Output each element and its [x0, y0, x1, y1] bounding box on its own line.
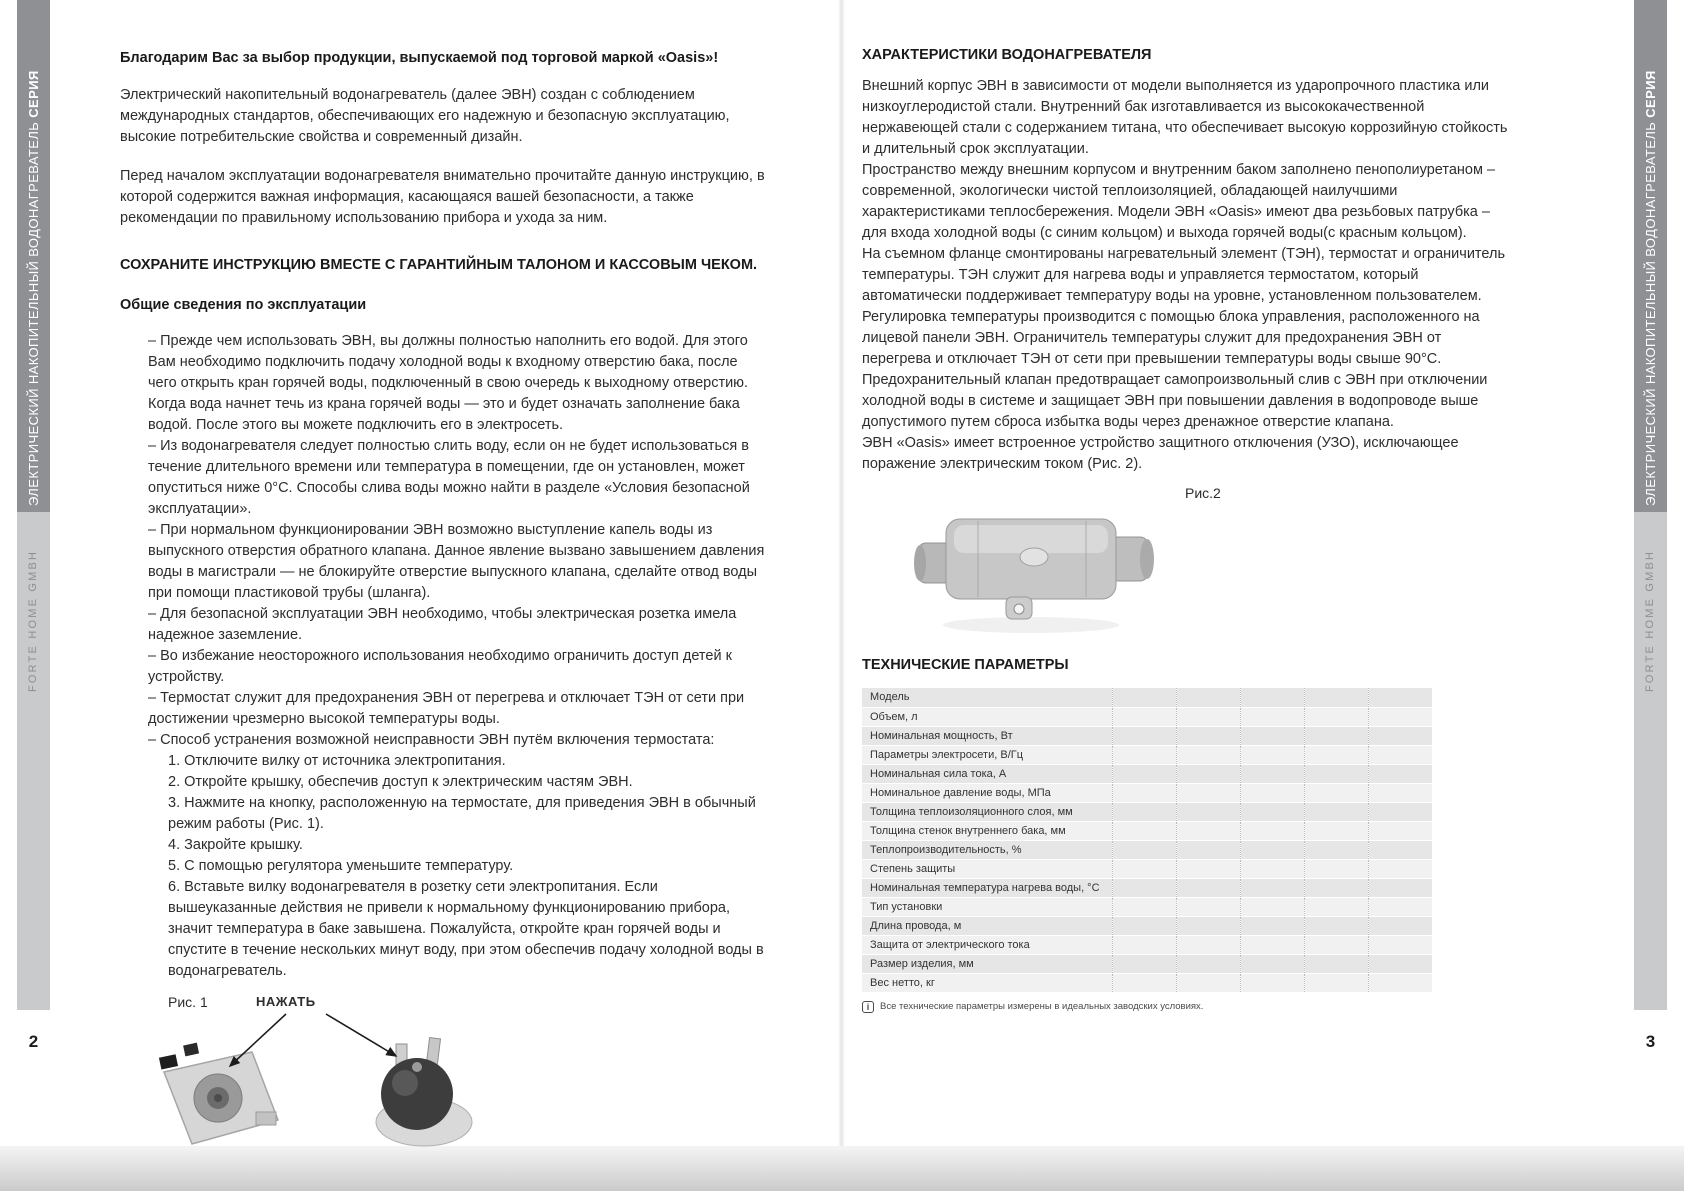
step-item: 5. С помощью регулятора уменьшите температуру. [168, 858, 514, 874]
value-cell [1240, 745, 1304, 764]
param-label: Объем, л [862, 707, 1112, 726]
list-item: – Для безопасной эксплуатации ЭВН необходимо, чтобы электрическая розетка имела надежное заземление. [148, 606, 737, 643]
value-cell [1304, 783, 1368, 802]
value-cell [1112, 802, 1176, 821]
value-cell [1112, 954, 1176, 973]
value-cell [1112, 973, 1176, 992]
fig2-rcd-device-photo [906, 495, 1166, 645]
table-row [862, 859, 1432, 878]
table-row [862, 897, 1432, 916]
value-cell [1240, 878, 1304, 897]
general-info-heading: Общие сведения по эксплуатации [120, 297, 367, 313]
value-cell [1176, 707, 1240, 726]
value-cell [1368, 859, 1432, 878]
value-cell [1304, 878, 1368, 897]
footnote-text: Все технические параметры измерены в идеальных заводских условиях. [880, 1001, 1204, 1012]
param-label: Длина провода, м [862, 916, 1112, 935]
value-cell [1176, 726, 1240, 745]
value-cell [1112, 745, 1176, 764]
fig1-thermostat-photo [134, 994, 614, 1164]
value-cell [1240, 821, 1304, 840]
value-cell [1304, 745, 1368, 764]
value-cell [1176, 897, 1240, 916]
value-cell [1176, 916, 1240, 935]
table-row [862, 954, 1432, 973]
list-item: – Прежде чем использовать ЭВН, вы должны полностью наполнить его водой. Для этого Вам необходимо подключить подачу холодной воды к входному отверстию бака, после чего открыть кран горячей воды, подключенный в свою очередь к выходному отверстию. Когда вода начнет течь из крана горячей воды — это и будет означать заполнение бака водой. После этого вы можете подключить его в электросеть. [148, 333, 749, 433]
left-edge-strip [17, 0, 50, 1191]
list-item: – При нормальном функционировании ЭВН возможно выступление капель воды из выпускного отверстия обратного клапана. Данное явление вызвано завышением давления воды в магистрали — не блокируйте отверстие выпускного клапана, сделайте отвод воды при помощи пластиковой трубы (шланга). [148, 522, 765, 601]
value-cell [1368, 707, 1432, 726]
save-instruction-heading: СОХРАНИТЕ ИНСТРУКЦИЮ ВМЕСТЕ С ГАРАНТИЙНЫМ ТАЛОНОМ И КАССОВЫМ ЧЕКОМ. [120, 257, 758, 273]
series-vertical-label [26, 70, 41, 506]
series-label-bold: СЕРИЯ [1643, 70, 1658, 122]
param-label: Степень защиты [862, 859, 1112, 878]
param-label: Размер изделия, мм [862, 954, 1112, 973]
step-item: 6. Вставьте вилку водонагревателя в розетку сети электропитания. Если вышеуказанные действия не привели к нормальному функционированию прибора, значит температура в баке завышена. Пожалуйста, откройте кран горячей воды и спустите в течение нескольких минут воду, при этом обеспечив подачу холодной воды в водонагреватель. [168, 879, 764, 979]
table-row [862, 783, 1432, 802]
step-item: 2. Откройте крышку, обеспечив доступ к электрическим частям ЭВН. [168, 774, 633, 790]
param-label: Толщина теплоизоляционного слоя, мм [862, 802, 1112, 821]
table-footnote [862, 1001, 1514, 1013]
value-cell [1240, 916, 1304, 935]
value-cell [1304, 935, 1368, 954]
table-row [862, 821, 1432, 840]
figure-1-label: Рис. 1 [168, 994, 208, 1010]
table-row [862, 764, 1432, 783]
value-cell [1176, 783, 1240, 802]
value-cell [1176, 859, 1240, 878]
value-cell [1304, 973, 1368, 992]
value-cell [1112, 764, 1176, 783]
page-number-left: 2 [28, 1032, 39, 1051]
value-cell [1240, 764, 1304, 783]
value-cell [1368, 764, 1432, 783]
value-cell [1368, 935, 1432, 954]
value-cell [1368, 821, 1432, 840]
brand-vertical-label: FORTE HOME GMBH [27, 549, 39, 692]
series-label-bold: СЕРИЯ [26, 70, 41, 122]
general-usage-list [148, 331, 766, 751]
value-cell [1368, 783, 1432, 802]
param-label: Номинальная мощность, Вт [862, 726, 1112, 745]
value-cell [1368, 897, 1432, 916]
value-cell [1240, 973, 1304, 992]
figure-1 [120, 994, 766, 1164]
figure-2 [862, 483, 1514, 651]
tech-params-heading: ТЕХНИЧЕСКИЕ ПАРАМЕТРЫ [862, 657, 1069, 673]
value-cell [1304, 859, 1368, 878]
value-cell [1112, 859, 1176, 878]
intro-paragraph: Перед началом эксплуатации водонагревателя внимательно прочитайте данную инструкцию, в которой содержится важная информация, касающаяся вашей безопасности, а также рекомендации по правильному использованию прибора и ухода за ним. [120, 168, 765, 226]
info-icon: i [862, 1001, 874, 1013]
figure-1-callout: НАЖАТЬ [256, 994, 316, 1009]
value-cell [1112, 897, 1176, 916]
param-label: Толщина стенок внутреннего бака, мм [862, 821, 1112, 840]
intro-paragraph: Электрический накопительный водонагреватель (далее ЭВН) создан с соблюдением международных стандартов, обеспечивающих его надежную и безопасную эксплуатацию, высокие потребительские свойства и современный дизайн. [120, 87, 730, 145]
body-paragraph: Внешний корпус ЭВН в зависимости от модели выполняется из ударопрочного пластика или низкоуглеродистой стали. Внутренний бак изготавливается из высококачественной нержавеющей стали с содержанием титана, что обеспечивает высокую коррозийную стойкость и длительный срок эксплуатации. [862, 78, 1508, 157]
value-cell [1240, 954, 1304, 973]
value-cell [1368, 840, 1432, 859]
page-title: Благодарим Вас за выбор продукции, выпускаемой под торговой маркой «Oasis»! [120, 50, 719, 66]
right-page [862, 45, 1514, 1013]
value-cell [1304, 802, 1368, 821]
table-row [862, 878, 1432, 897]
param-label: Теплопроизводительность, % [862, 840, 1112, 859]
characteristics-heading: ХАРАКТЕРИСТИКИ ВОДОНАГРЕВАТЕЛЯ [862, 47, 1152, 63]
table-row [862, 688, 1432, 707]
left-page [120, 48, 766, 1164]
param-label: Вес нетто, кг [862, 973, 1112, 992]
value-cell [1176, 802, 1240, 821]
series-label-text: ЭЛЕКТРИЧЕСКИЙ НАКОПИТЕЛЬНЫЙ ВОДОНАГРЕВАТЕЛЬ [1643, 121, 1658, 506]
param-label: Параметры электросети, В/Гц [862, 745, 1112, 764]
param-label: Номинальная сила тока, А [862, 764, 1112, 783]
list-item: – Из водонагревателя следует полностью слить воду, если он не будет использоваться в течение длительного времени или температура в помещении, где он установлен, может опуститься ниже 0°С. Способы слива воды можно найти в разделе «Условия безопасной эксплуатации». [148, 438, 750, 517]
value-cell [1304, 916, 1368, 935]
right-edge-strip [1634, 0, 1667, 1191]
value-cell [1304, 688, 1368, 707]
body-paragraph: ЭВН «Oasis» имеет встроенное устройство защитного отключения (УЗО), исключающее поражение электрическим током (Рис. 2). [862, 435, 1459, 472]
value-cell [1368, 954, 1432, 973]
value-cell [1112, 783, 1176, 802]
value-cell [1304, 764, 1368, 783]
value-cell [1240, 897, 1304, 916]
value-cell [1176, 840, 1240, 859]
value-cell [1112, 707, 1176, 726]
value-cell [1304, 821, 1368, 840]
value-cell [1368, 878, 1432, 897]
body-paragraph: Предохранительный клапан предотвращает самопроизвольный слив с ЭВН при отключении холодной воды в системе и защищает ЭВН при повышении давления в водопроводе выше допустимого путем сброса избытка воды через дренажное отверстие клапана. [862, 372, 1488, 430]
thermostat-reset-steps [168, 751, 766, 982]
step-item: 3. Нажмите на кнопку, расположенную на термостате, для приведения ЭВН в обычный режим работы (Рис. 1). [168, 795, 756, 832]
body-paragraph: Пространство между внешним корпусом и внутренним баком заполнено пенополиуретаном – современной, экологически чистой теплоизоляцией, обладающей наилучшими характеристиками теплосбережения. Модели ЭВН «Oasis» имеют два резьбовых патрубка – для входа холодной воды (с синим кольцом) и выхода горячей воды(с красным кольцом). [862, 162, 1496, 241]
value-cell [1240, 688, 1304, 707]
brand-vertical-label: FORTE HOME GMBH [1644, 549, 1656, 692]
value-cell [1176, 821, 1240, 840]
value-cell [1240, 783, 1304, 802]
list-item: – Во избежание неосторожного использования необходимо ограничить доступ детей к устройству. [148, 648, 732, 685]
figure-2-label: Рис.2 [1185, 485, 1221, 501]
value-cell [1368, 916, 1432, 935]
value-cell [1304, 897, 1368, 916]
list-item: – Способ устранения возможной неисправности ЭВН путём включения термостата: [148, 732, 715, 748]
value-cell [1368, 726, 1432, 745]
series-label-text: ЭЛЕКТРИЧЕСКИЙ НАКОПИТЕЛЬНЫЙ ВОДОНАГРЕВАТЕЛЬ [26, 121, 41, 506]
value-cell [1304, 954, 1368, 973]
value-cell [1368, 745, 1432, 764]
value-cell [1112, 935, 1176, 954]
value-cell [1240, 840, 1304, 859]
table-row [862, 802, 1432, 821]
param-label: Модель [862, 688, 1112, 707]
table-row [862, 707, 1432, 726]
value-cell [1176, 954, 1240, 973]
value-cell [1176, 764, 1240, 783]
value-cell [1112, 726, 1176, 745]
step-item: 4. Закройте крышку. [168, 837, 303, 853]
value-cell [1304, 707, 1368, 726]
value-cell [1368, 973, 1432, 992]
step-item: 1. Отключите вилку от источника электропитания. [168, 753, 506, 769]
param-label: Защита от электрического тока [862, 935, 1112, 954]
value-cell [1368, 688, 1432, 707]
value-cell [1176, 688, 1240, 707]
body-paragraph: На съемном фланце смонтированы нагревательный элемент (ТЭН), термостат и ограничитель температуры. ТЭН служит для нагрева воды и управляется термостатом, который автоматически поддерживает температуру воды на уровне, установленном пользователем. Регулировка температуры производится с помощью блока управления, расположенного на лицевой панели ЭВН. Ограничитель температуры служит для предохранения ЭВН от перегрева и отключает ТЭН от сети при превышении температуры воды свыше 90°С. [862, 246, 1505, 367]
spread-fold [838, 0, 845, 1191]
value-cell [1176, 878, 1240, 897]
table-row [862, 726, 1432, 745]
value-cell [1112, 840, 1176, 859]
table-row [862, 840, 1432, 859]
value-cell [1304, 840, 1368, 859]
value-cell [1240, 707, 1304, 726]
list-item: – Термостат служит для предохранения ЭВН от перегрева и отключает ТЭН от сети при достижении чрезмерно высокой температуры воды. [148, 690, 745, 727]
value-cell [1240, 935, 1304, 954]
value-cell [1112, 878, 1176, 897]
value-cell [1368, 802, 1432, 821]
value-cell [1112, 688, 1176, 707]
param-label: Номинальная температура нагрева воды, °С [862, 878, 1112, 897]
table-row [862, 973, 1432, 992]
value-cell [1112, 916, 1176, 935]
value-cell [1176, 935, 1240, 954]
tech-params-table [862, 688, 1432, 993]
param-label: Тип установки [862, 897, 1112, 916]
table-row [862, 745, 1432, 764]
page-number-right: 3 [1645, 1032, 1656, 1051]
value-cell [1304, 726, 1368, 745]
series-vertical-label [1643, 70, 1658, 506]
value-cell [1112, 821, 1176, 840]
param-label: Номинальное давление воды, МПа [862, 783, 1112, 802]
value-cell [1176, 745, 1240, 764]
value-cell [1176, 973, 1240, 992]
value-cell [1240, 859, 1304, 878]
table-row [862, 916, 1432, 935]
table-row [862, 935, 1432, 954]
value-cell [1240, 802, 1304, 821]
value-cell [1240, 726, 1304, 745]
